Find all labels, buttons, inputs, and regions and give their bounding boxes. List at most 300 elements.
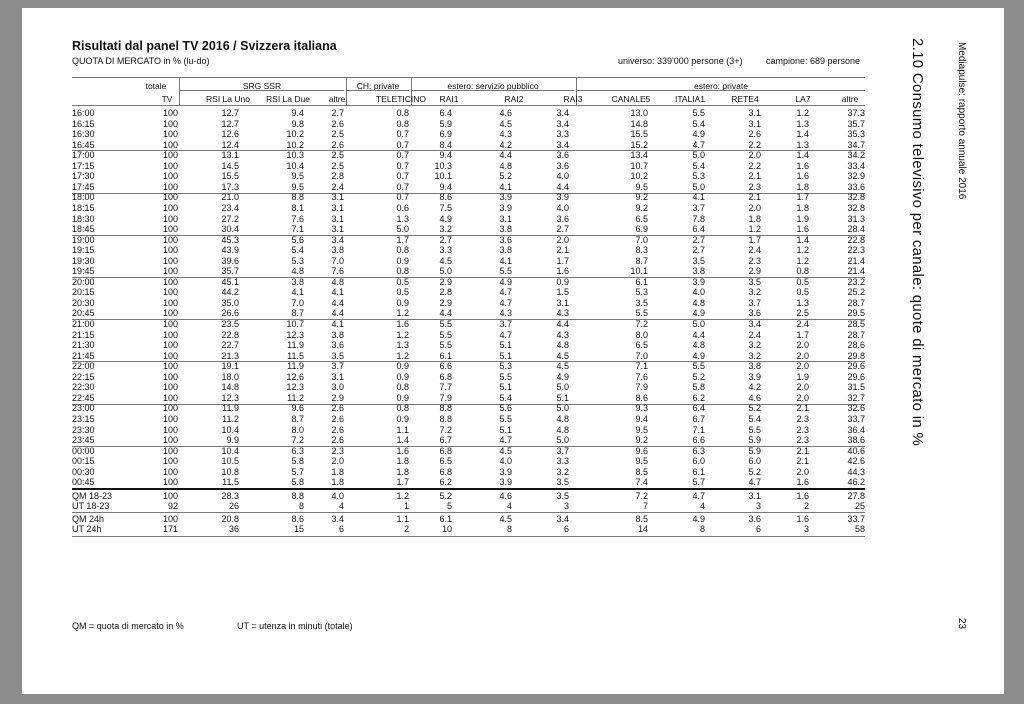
table-row-value: 12.7 — [221, 108, 239, 118]
table-row-value: 11.9 — [287, 361, 304, 372]
group-underline — [412, 90, 574, 91]
table-row-value: 9.4 — [635, 413, 648, 424]
table-row-value: 12.3 — [286, 329, 304, 340]
table-row-value: 4.4 — [556, 181, 569, 192]
sample-label: campione: 689 persone — [766, 56, 861, 66]
table-row-value: 100 — [162, 329, 178, 340]
table-row-value: 10.5 — [221, 456, 239, 467]
summary-row-value: 28.3 — [221, 490, 239, 501]
table-row-value: 18.0 — [221, 371, 239, 382]
column-header: CANALE5 — [611, 94, 651, 104]
table-row-value: 5.1 — [556, 392, 569, 403]
table-row-value: 1.6 — [556, 266, 569, 277]
table-row-label: 20:00 — [72, 276, 95, 287]
table-row-value: 3.2 — [748, 340, 761, 351]
table-row-value: 7.1 — [291, 224, 304, 235]
table-row-value: 12.3 — [286, 382, 304, 393]
table-row-value: 2.3 — [796, 413, 809, 424]
table-row-value: 4.9 — [556, 371, 569, 382]
table-row-value: 0.5 — [796, 276, 809, 287]
table-row-value: 1.3 — [796, 297, 809, 308]
table-row-value: 3.1 — [556, 297, 569, 308]
table-row-value: 5.8 — [291, 456, 304, 467]
table-row-label: 18:00 — [72, 192, 95, 203]
group-header-total: totale — [145, 81, 167, 91]
table-row-value: 4.3 — [499, 129, 512, 140]
table-row-value: 4.8 — [331, 276, 344, 287]
summary-row-value: 1.2 — [396, 490, 409, 501]
table-row-value: 1.2 — [796, 255, 809, 266]
table-row-value: 100 — [162, 456, 178, 467]
table-row-value: 3.6 — [748, 308, 761, 319]
table-row-value: 0.5 — [396, 287, 409, 298]
summary-row-value: 8 — [298, 501, 304, 512]
summary-row-value: 36 — [228, 524, 239, 535]
table-row-value: 4.8 — [692, 340, 705, 351]
table-row-value: 0.8 — [396, 118, 409, 129]
table-row-value: 6.4 — [439, 108, 452, 118]
table-row-value: 8.4 — [439, 139, 452, 150]
table-row-value: 2.5 — [331, 160, 344, 171]
table-row-value: 2.4 — [748, 329, 761, 340]
table-row-value: 0.8 — [396, 245, 409, 256]
table-row-value: 4.1 — [331, 319, 344, 329]
table-row-value: 5.2 — [499, 171, 512, 182]
table-row-value: 2.3 — [796, 435, 809, 446]
summary-row-value: 2 — [803, 501, 809, 512]
table-row-value: 7.7 — [439, 382, 452, 393]
table-row-value: 10.7 — [630, 160, 648, 171]
table-row-value: 4.0 — [499, 456, 512, 467]
summary-row-value: 58 — [854, 524, 865, 535]
table-row-value: 31.3 — [847, 213, 865, 224]
table-row-value: 3.9 — [692, 276, 705, 287]
table-row-label: 17:15 — [72, 160, 95, 171]
summary-row-value: 6 — [755, 524, 761, 535]
table-row-value: 10.8 — [221, 466, 239, 477]
column-header: TV — [161, 94, 173, 104]
table-row-label: 22:45 — [72, 392, 95, 403]
table-row-value: 13.4 — [630, 150, 648, 161]
table-row-value: 35.7 — [221, 266, 239, 277]
table-row-value: 2.6 — [331, 435, 344, 446]
table-row-value: 1.8 — [748, 213, 761, 224]
summary-row-value: 6.1 — [439, 513, 452, 524]
table-row-value: 23.5 — [221, 319, 239, 329]
table-row-value: 3.8 — [291, 276, 304, 287]
table-row-label: 20:30 — [72, 297, 95, 308]
table-row-value: 0.8 — [396, 382, 409, 393]
table-row-value: 12.6 — [286, 371, 304, 382]
table-row-value: 1.7 — [796, 192, 809, 203]
table-row-value: 3.1 — [331, 371, 344, 382]
table-row-value: 2.8 — [439, 287, 452, 298]
summary-row-value: 8.5 — [635, 513, 648, 524]
table-row-value: 1.2 — [796, 108, 809, 118]
table-row-value: 0.7 — [396, 139, 409, 150]
table-row-label: 16:45 — [72, 139, 95, 150]
table-row-value: 10.1 — [434, 171, 452, 182]
table-row-value: 2.9 — [439, 276, 452, 287]
table-row-value: 8.8 — [439, 413, 452, 424]
summary-row-value: 92 — [167, 501, 178, 512]
table-row-value: 0.5 — [396, 276, 409, 287]
table-row-value: 1.1 — [396, 424, 409, 435]
table-row-value: 21.3 — [221, 350, 239, 361]
table-row-value: 4.1 — [291, 287, 304, 298]
group-underline — [347, 90, 409, 91]
table-row-value: 38.6 — [847, 435, 865, 446]
table-row-value: 4.8 — [556, 424, 569, 435]
table-row-value: 5.3 — [291, 255, 304, 266]
table-row-value: 4.0 — [692, 287, 705, 298]
summary-row-value: 26 — [228, 501, 239, 512]
table-row-value: 3.6 — [556, 213, 569, 224]
table-row-value: 3.0 — [331, 382, 344, 393]
table-row-value: 9.5 — [291, 171, 304, 182]
table-row-value: 1.6 — [396, 319, 409, 329]
table-row-value: 7.0 — [331, 255, 344, 266]
table-row-value: 3.1 — [331, 192, 344, 203]
table-row-value: 31.5 — [847, 382, 865, 393]
table-row-label: 16:30 — [72, 129, 95, 140]
table-row-value: 9.4 — [439, 150, 452, 161]
table-row-value: 3.2 — [556, 466, 569, 477]
table-row-value: 0.8 — [396, 403, 409, 414]
table-row-value: 8.0 — [635, 329, 648, 340]
table-row-value: 4.4 — [331, 308, 344, 319]
table-row-value: 4.5 — [439, 255, 452, 266]
table-row-value: 2.0 — [796, 361, 809, 372]
table-row-value: 9.6 — [291, 403, 304, 414]
table-row-value: 3.7 — [331, 361, 344, 372]
summary-row-value: 8 — [506, 524, 512, 535]
table-row-value: 7.0 — [291, 297, 304, 308]
table-row-value: 5.3 — [499, 361, 512, 372]
table-row-value: 0.7 — [396, 171, 409, 182]
table-row-value: 1.9 — [796, 213, 809, 224]
table-row-value: 2.1 — [748, 192, 761, 203]
footnote-qm: QM = quota di mercato in % — [72, 621, 184, 631]
table-row-value: 6.9 — [439, 129, 452, 140]
table-row-label: 18:45 — [72, 224, 95, 235]
table-row-label: 23:00 — [72, 403, 95, 414]
table-row-value: 5.0 — [556, 403, 569, 414]
table-row-value: 2.6 — [331, 424, 344, 435]
group-header-foreign-private: estero: private — [694, 81, 748, 91]
table-row-value: 4.5 — [556, 350, 569, 361]
table-row-value: 1.4 — [796, 150, 809, 161]
table-row-value: 3.2 — [748, 350, 761, 361]
table-row-value: 3.8 — [692, 266, 705, 277]
table-row-value: 9.8 — [291, 118, 304, 129]
table-row-value: 4.1 — [331, 287, 344, 298]
table-row-value: 33.6 — [847, 181, 865, 192]
table-row-value: 8.1 — [291, 202, 304, 213]
table-row-value: 0.5 — [796, 287, 809, 298]
summary-row-value: 1.1 — [396, 513, 409, 524]
table-row-value: 29.6 — [847, 371, 865, 382]
table-row-value: 3.4 — [331, 234, 344, 245]
table-row-value: 3.3 — [439, 245, 452, 256]
summary-row-value: 3.1 — [748, 490, 761, 501]
table-row-value: 9.2 — [635, 202, 648, 213]
table-row-value: 10.4 — [221, 424, 239, 435]
table-row-label: 18:30 — [72, 213, 95, 224]
table-row-value: 6.6 — [439, 361, 452, 372]
table-row-value: 100 — [162, 160, 178, 171]
table-row-value: 6.8 — [439, 466, 452, 477]
table-row-value: 5.5 — [439, 340, 452, 351]
table-row-value: 37.3 — [847, 108, 865, 118]
table-row-value: 3.6 — [556, 160, 569, 171]
table-row-value: 10.3 — [434, 160, 452, 171]
table-row-value: 6.8 — [439, 371, 452, 382]
table-row-value: 4.3 — [556, 308, 569, 319]
summary-row-value: 2 — [403, 524, 409, 535]
table-row-label: 19:45 — [72, 266, 95, 277]
table-row-value: 6.9 — [635, 224, 648, 235]
summary-row-value: 8.8 — [291, 490, 304, 501]
table-row-value: 4.7 — [499, 435, 512, 446]
table-row-value: 0.8 — [796, 266, 809, 277]
table-row-value: 5.2 — [692, 371, 705, 382]
table-row-value: 30.4 — [221, 224, 239, 235]
table-row-value: 3.8 — [331, 329, 344, 340]
summary-row-value: 25 — [854, 501, 865, 512]
table-row-value: 100 — [162, 118, 178, 129]
column-header: RAI3 — [563, 94, 583, 104]
table-row-value: 7.1 — [692, 424, 705, 435]
table-row-value: 3.8 — [499, 224, 512, 235]
table-row-value: 3.9 — [748, 371, 761, 382]
table-row-value: 12.4 — [221, 139, 239, 150]
table-row-value: 100 — [162, 129, 178, 140]
table-row-value: 0.9 — [396, 361, 409, 372]
table-row-value: 5.6 — [499, 403, 512, 414]
table-row-value: 3.1 — [331, 213, 344, 224]
column-header: TELETICINO — [375, 94, 427, 104]
table-row-label: 00:00 — [72, 445, 95, 456]
table-row-value: 100 — [162, 192, 178, 203]
summary-row-value: 4.9 — [692, 513, 705, 524]
table-row-value: 5.0 — [556, 435, 569, 446]
table-row-value: 9.5 — [635, 424, 648, 435]
table-row-value: 4.8 — [291, 266, 304, 277]
summary-row-label: QM 18-23 — [72, 490, 113, 501]
table-row-value: 6.0 — [692, 456, 705, 467]
table-row-value: 8.6 — [439, 192, 452, 203]
group-underline — [577, 90, 865, 91]
table-row-value: 3.5 — [692, 255, 705, 266]
table-row-value: 3.7 — [556, 445, 569, 456]
table-row-value: 11.2 — [222, 413, 239, 424]
table-row-value: 2.3 — [331, 445, 344, 456]
header-bottom-rule — [72, 105, 865, 106]
table-row-value: 29.6 — [847, 361, 865, 372]
table-row-value: 5.1 — [499, 382, 512, 393]
summary-row-value: 8.6 — [291, 513, 304, 524]
table-row-value: 100 — [162, 234, 178, 245]
summary-row-value: 15 — [293, 524, 304, 535]
table-row-value: 5.5 — [692, 361, 705, 372]
table-row-label: 18:15 — [72, 202, 95, 213]
table-row-value: 7.6 — [635, 371, 648, 382]
summary-row-value: 20.8 — [221, 513, 239, 524]
column-header: LA7 — [795, 94, 811, 104]
table-row-value: 10.3 — [286, 150, 304, 161]
summary-row-value: 5.2 — [439, 490, 452, 501]
table-row-value: 5.9 — [748, 435, 761, 446]
footnote-ut: UT = utenza in minuti (totale) — [237, 621, 353, 631]
table-row-value: 0.9 — [396, 297, 409, 308]
summary-row-value: 3 — [563, 501, 569, 512]
table-row-value: 46.2 — [847, 477, 865, 488]
table-row-value: 0.9 — [396, 413, 409, 424]
summary-row-value: 171 — [162, 524, 178, 535]
table-row-value: 11.5 — [287, 350, 304, 361]
column-header: RETE4 — [731, 94, 759, 104]
table-row-label: 22:15 — [72, 371, 95, 382]
table-row-value: 3.8 — [748, 361, 761, 372]
table-row-value: 2.0 — [748, 150, 761, 161]
table-row-value: 100 — [162, 403, 178, 414]
table-row-value: 35.7 — [847, 118, 865, 129]
table-row-value: 100 — [162, 245, 178, 256]
table-row-value: 3.5 — [556, 477, 569, 488]
table-row-value: 6.2 — [692, 392, 705, 403]
table-row-value: 19.1 — [221, 361, 239, 372]
table-row-value: 4.6 — [499, 108, 512, 118]
table-row-value: 6.5 — [635, 340, 648, 351]
summary-row-value: 4 — [338, 501, 344, 512]
table-row-value: 2.3 — [748, 181, 761, 192]
table-row-value: 4.7 — [748, 477, 761, 488]
table-row-value: 17.3 — [221, 181, 239, 192]
table-row-value: 2.2 — [748, 160, 761, 171]
table-row-label: 17:45 — [72, 181, 95, 192]
table-row-value: 5.5 — [748, 424, 761, 435]
table-row-label: 00:45 — [72, 477, 95, 488]
table-row-value: 4.8 — [556, 413, 569, 424]
table-row-label: 21:00 — [72, 319, 95, 329]
table-row-label: 17:00 — [72, 150, 95, 161]
table-row-value: 100 — [162, 213, 178, 224]
table-row-value: 26.6 — [221, 308, 239, 319]
table-row-label: 23:15 — [72, 413, 95, 424]
table-row-value: 4.5 — [499, 445, 512, 456]
summary-row-value: 4.0 — [331, 490, 344, 501]
table-row-value: 5.2 — [748, 466, 761, 477]
table-row-label: 00:30 — [72, 466, 95, 477]
table-row-value: 2.0 — [331, 456, 344, 467]
table-row-value: 4.4 — [692, 329, 705, 340]
table-row-value: 4.0 — [556, 202, 569, 213]
table-row-value: 3.3 — [556, 456, 569, 467]
table-row-value: 11.2 — [287, 392, 304, 403]
table-row-value: 6.7 — [439, 435, 452, 446]
table-row-label: 16:15 — [72, 118, 95, 129]
table-row-label: 17:30 — [72, 171, 95, 182]
summary-row-value: 4.7 — [692, 490, 705, 501]
table-row-value: 1.2 — [796, 245, 809, 256]
universe-label: universo: 339'000 persone (3+) — [618, 56, 743, 66]
summary-row-value: 4.5 — [499, 513, 512, 524]
table-row-value: 6.3 — [291, 445, 304, 456]
table-row-value: 3.4 — [748, 319, 761, 329]
table-row-label: 00:15 — [72, 456, 95, 467]
table-row-value: 100 — [162, 297, 178, 308]
table-row-value: 40.6 — [847, 445, 865, 456]
summary-row-value: 1 — [403, 501, 409, 512]
summary-row-value: 10 — [441, 524, 452, 535]
table-row-value: 5.4 — [692, 160, 705, 171]
group-header-ch-private: CH: private — [356, 81, 400, 91]
table-row-value: 4.5 — [556, 361, 569, 372]
table-row-value: 3.9 — [499, 202, 512, 213]
table-row-label: 22:00 — [72, 361, 95, 372]
table-row-value: 0.7 — [396, 160, 409, 171]
column-header: ITALIA1 — [674, 94, 706, 104]
table-row-value: 4.2 — [748, 382, 761, 393]
table-row-value: 4.1 — [499, 181, 512, 192]
table-row-value: 1.8 — [796, 202, 809, 213]
table-row-value: 3.6 — [556, 150, 569, 161]
group-header-srg-ssr: SRG SSR — [242, 81, 282, 91]
summary-row-value: 5 — [446, 501, 452, 512]
table-row-value: 3.3 — [556, 129, 569, 140]
table-row-value: 1.3 — [396, 340, 409, 351]
table-row-value: 6.0 — [748, 456, 761, 467]
table-row-value: 4.9 — [692, 350, 705, 361]
table-row-value: 22.8 — [847, 234, 865, 245]
table-row-value: 0.7 — [396, 192, 409, 203]
table-row-value: 7.1 — [635, 361, 648, 372]
table-row-value: 6.1 — [439, 350, 452, 361]
table-row-value: 5.1 — [499, 350, 512, 361]
summary-row-value: 27.8 — [847, 490, 865, 501]
table-row-value: 11.9 — [287, 340, 304, 351]
table-row-value: 2.5 — [796, 308, 809, 319]
summary-row-value: 3.4 — [556, 513, 569, 524]
table-row-value: 7.0 — [635, 234, 648, 245]
table-row-value: 2.7 — [439, 234, 452, 245]
table-row-value: 44.2 — [221, 287, 239, 298]
table-row-value: 2.1 — [796, 456, 809, 467]
table-row-value: 2.9 — [748, 266, 761, 277]
column-header: RSI La Uno — [206, 94, 250, 104]
table-row-value: 9.2 — [635, 435, 648, 446]
table-row-value: 10.4 — [286, 160, 304, 171]
table-row-value: 5.9 — [748, 445, 761, 456]
table-row-value: 1.7 — [396, 477, 409, 488]
table-row-value: 7.0 — [635, 350, 648, 361]
table-row-value: 3.1 — [331, 224, 344, 235]
table-row-value: 10.2 — [286, 139, 304, 150]
table-row-value: 3.1 — [331, 202, 344, 213]
table-row-value: 1.6 — [796, 224, 809, 235]
table-row-value: 2.6 — [331, 139, 344, 150]
table-row-value: 3.9 — [499, 466, 512, 477]
summary-row-value: 100 — [162, 490, 178, 501]
table-row-value: 5.0 — [556, 382, 569, 393]
summary-row-value: 3.4 — [331, 513, 344, 524]
table-row-value: 2.7 — [692, 234, 705, 245]
table-row-value: 9.4 — [291, 108, 304, 118]
summary-row-value: 6 — [338, 524, 344, 535]
table-row-value: 5.1 — [499, 340, 512, 351]
table-row-value: 100 — [162, 435, 178, 446]
